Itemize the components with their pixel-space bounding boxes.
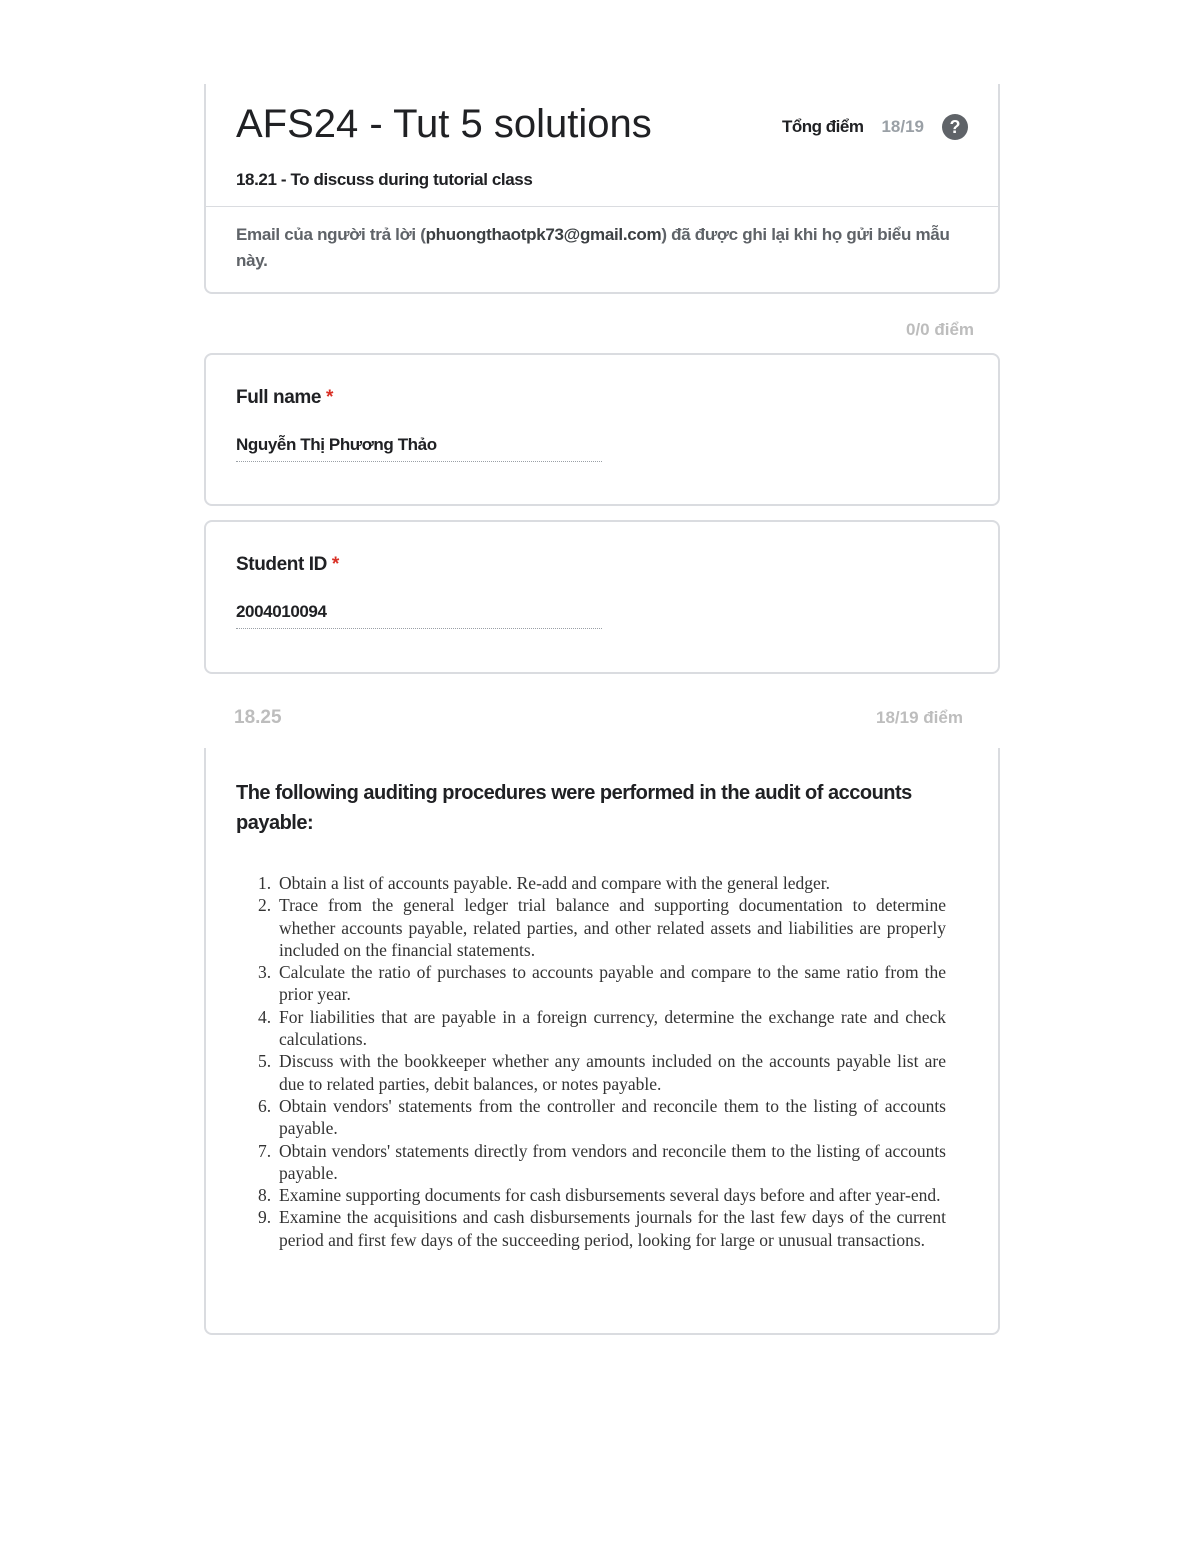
procedure-item [258,961,946,1006]
email-note-suffix: ) đã được ghi lại khi họ gửi biểu mẫu này. [236,225,950,270]
procedure-number: 7. [258,1140,272,1161]
full-name-answer: Nguyễn Thị Phương Thảo [236,435,602,462]
question-title: Full name [236,387,322,408]
question-label [236,387,333,409]
procedure-item [258,872,946,894]
total-score [782,114,968,140]
procedure-number: 3. [258,962,272,983]
procedure-item [258,1095,946,1140]
student-id-answer: 2004010094 [236,602,602,629]
form-header-card [204,84,1000,294]
procedure-item [258,894,946,961]
procedure-text: Obtain a list of accounts payable. Re-add and compare with the general ledger. [279,873,831,893]
header-divider [206,206,998,207]
procedure-text: Examine the acquisitions and cash disbursements journals for the last few days of the current period and first few days of the succeeding period, looking for large or unusual transactions. [279,1207,946,1250]
procedure-item [258,1184,946,1206]
question-card-student-id [204,520,1000,674]
procedure-item [258,1006,946,1051]
procedure-text: Discuss with the bookkeeper whether any amounts included on the accounts payable list are due to related parties, debit balances, or notes payable. [279,1051,946,1094]
procedure-number: 2. [258,895,272,916]
procedure-text: For liabilities that are payable in a foreign currency, determine the exchange rate and check calculations. [279,1006,946,1050]
question-card-full-name [204,353,1000,506]
total-score-label: Tổng điểm [782,117,864,136]
email-note-prefix: Email của người trả lời ( [236,225,426,244]
total-score-value: 18/19 [881,117,924,136]
section-score: 18/19 điểm [876,708,963,727]
procedure-text: Obtain vendors' statements from the controller and reconcile them to the listing of accounts payable. [279,1095,946,1139]
procedure-text: Calculate the ratio of purchases to accounts payable and compare to the same ratio from the prior year. [279,962,946,1005]
required-mark: * [325,387,333,408]
procedure-text: Obtain vendors' statements directly from vendors and reconcile them to the listing of accounts payable. [279,1140,946,1183]
required-mark: * [331,554,339,575]
procedure-text: Trace from the general ledger trial balance and supporting documentation to determine whether accounts payable, related parties, and other related assets and liabilities are properly included on the financial statements. [279,895,946,960]
procedure-number: 9. [258,1207,272,1228]
procedure-number: 8. [258,1185,272,1206]
procedures-question-text: The following auditing procedures were performed in the audit of accounts payable: [236,782,912,834]
respondent-email: phuongthaotpk73@gmail.com [425,225,662,244]
procedure-number: 4. [258,1006,272,1027]
procedure-text: Examine supporting documents for cash disbursements several days before and after year-end. [279,1185,941,1206]
form-description: 18.21 - To discuss during tutorial class [236,170,533,189]
form-title: AFS24 - Tut 5 solutions [236,102,652,146]
section-score: 0/0 điểm [906,320,975,339]
procedure-number: 6. [258,1095,272,1116]
procedure-item [258,1050,946,1095]
procedure-number: 1. [258,873,272,893]
question-label [236,554,339,576]
procedure-number: 5. [258,1051,272,1072]
procedures-list [258,872,946,1251]
procedures-question-card [204,748,1000,1335]
question-title: Student ID [236,554,327,575]
procedure-item [258,1140,946,1185]
email-record-note [236,222,962,274]
help-icon[interactable]: ? [942,114,968,140]
procedure-item [258,1206,946,1251]
section-title: 18.25 [234,707,282,728]
